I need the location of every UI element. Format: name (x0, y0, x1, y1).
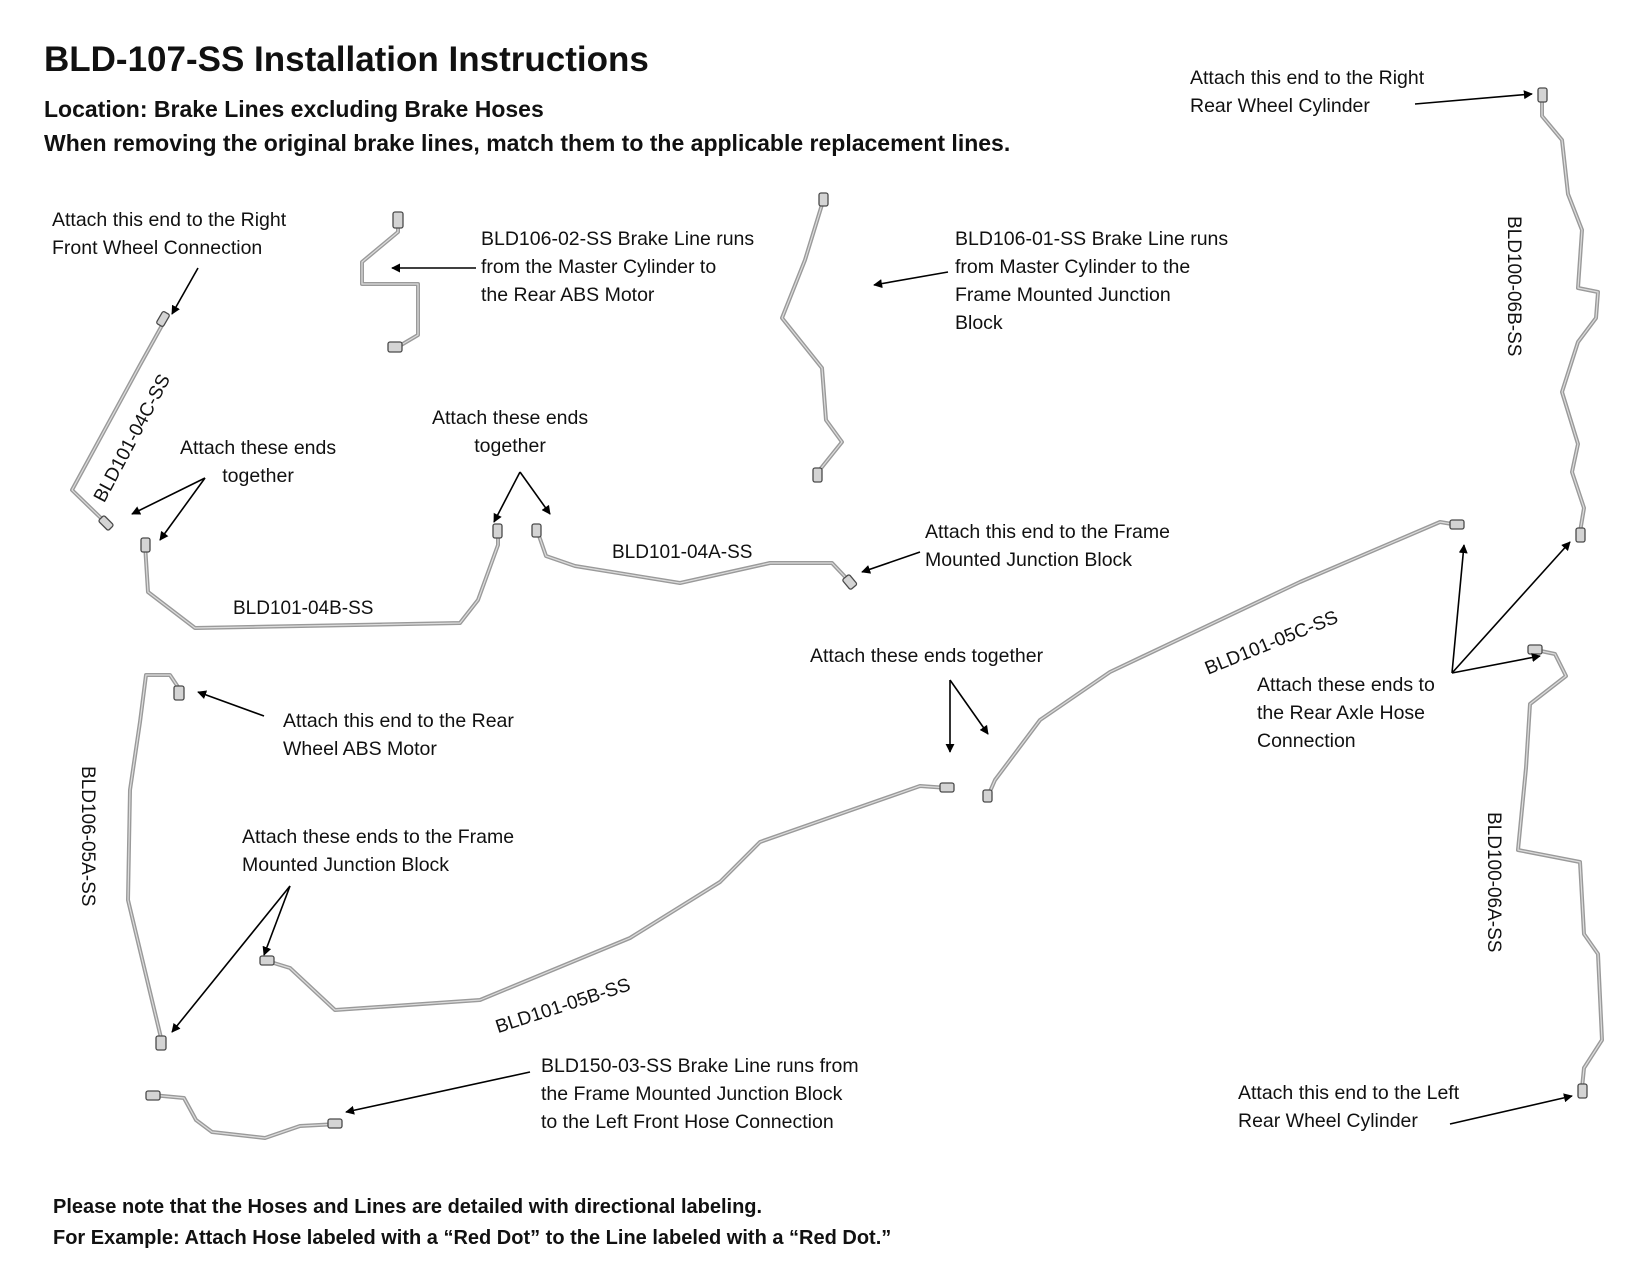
label-bld106-01: BLD106-01-SS Brake Line runs from Master Cylinder to the Frame Mounted Junction Block (955, 228, 1229, 334)
instruction-subtitle: When removing the original brake lines, match them to the applicable replacement lines. (44, 130, 1011, 156)
arrow-together-center-a (494, 472, 520, 522)
label-bld106-02: BLD106-02-SS Brake Line runs from the Master Cylinder to the Rear ABS Motor (481, 228, 755, 306)
label-together-middle: Attach these ends together (810, 645, 1044, 667)
arrow-frame-junction-bottom-a (264, 886, 290, 955)
label-rear-abs-motor: Attach this end to the Rear Wheel ABS Motor (283, 710, 514, 760)
part-label-bld100-06b: BLD100-06B-SS (1503, 216, 1524, 357)
label-frame-junction-top: Attach this end to the Frame Mounted Junction Block (925, 521, 1170, 571)
arrow-bld106-01 (874, 272, 948, 285)
label-right-rear-wheel: Attach this end to the Right Rear Wheel Cylinder (1190, 67, 1425, 117)
brake-line-bld100-06a (1518, 645, 1602, 1098)
part-label-bld106-05a: BLD106-05A-SS (77, 766, 98, 907)
label-left-rear-wheel: Attach this end to the Left Rear Wheel Cylinder (1238, 1082, 1460, 1132)
brake-line-bld101-05b (260, 783, 954, 1010)
part-label-bld100-06a: BLD100-06A-SS (1483, 812, 1504, 953)
label-together-left: Attach these ends together (180, 437, 337, 487)
arrow-rear-axle-a (1452, 545, 1464, 673)
page-title: BLD-107-SS Installation Instructions (44, 40, 649, 79)
brake-line-bld106-02 (362, 212, 418, 352)
label-frame-junction-bottom: Attach these ends to the Frame Mounted Junction Block (242, 826, 515, 876)
part-label-bld101-05b: BLD101-05B-SS (493, 974, 634, 1038)
part-label-bld101-04a: BLD101-04A-SS (612, 542, 753, 563)
arrow-frame-junction-top (862, 552, 920, 572)
footer-note-2: For Example: Attach Hose labeled with a “Red Dot” to the Line labeled with a “Red Dot.” (53, 1227, 892, 1249)
brake-line-bld101-04c (72, 311, 170, 531)
arrow-right-rear-wheel (1415, 94, 1532, 104)
arrow-together-center-b (520, 472, 550, 514)
brake-line-bld106-05a (128, 675, 184, 1050)
brake-line-bld100-06b (1538, 88, 1598, 542)
location-subtitle: Location: Brake Lines excluding Brake Hoses (44, 96, 544, 122)
arrow-left-rear-wheel (1450, 1096, 1572, 1124)
arrow-rear-abs-motor (198, 692, 264, 716)
part-label-bld101-04c: BLD101-04C-SS (90, 371, 175, 506)
part-label-bld101-05c: BLD101-05C-SS (1202, 606, 1342, 680)
arrow-right-front-wheel (172, 268, 198, 314)
arrow-together-middle-b (950, 680, 988, 734)
brake-line-bld106-01 (782, 193, 842, 482)
footer-note-1: Please note that the Hoses and Lines are detailed with directional labeling. (53, 1196, 763, 1218)
brake-line-bld150-03 (146, 1091, 342, 1138)
label-rear-axle-hose: Attach these ends to the Rear Axle Hose Connection (1257, 674, 1435, 752)
arrow-bld150-03 (346, 1072, 530, 1112)
label-bld150-03: BLD150-03-SS Brake Line runs from the Frame Mounted Junction Block to the Left Front Hose Connection (541, 1055, 859, 1133)
label-right-front-wheel: Attach this end to the Right Front Wheel Connection (52, 209, 287, 259)
label-together-center: Attach these ends together (432, 407, 589, 457)
part-label-bld101-04b: BLD101-04B-SS (233, 598, 374, 619)
